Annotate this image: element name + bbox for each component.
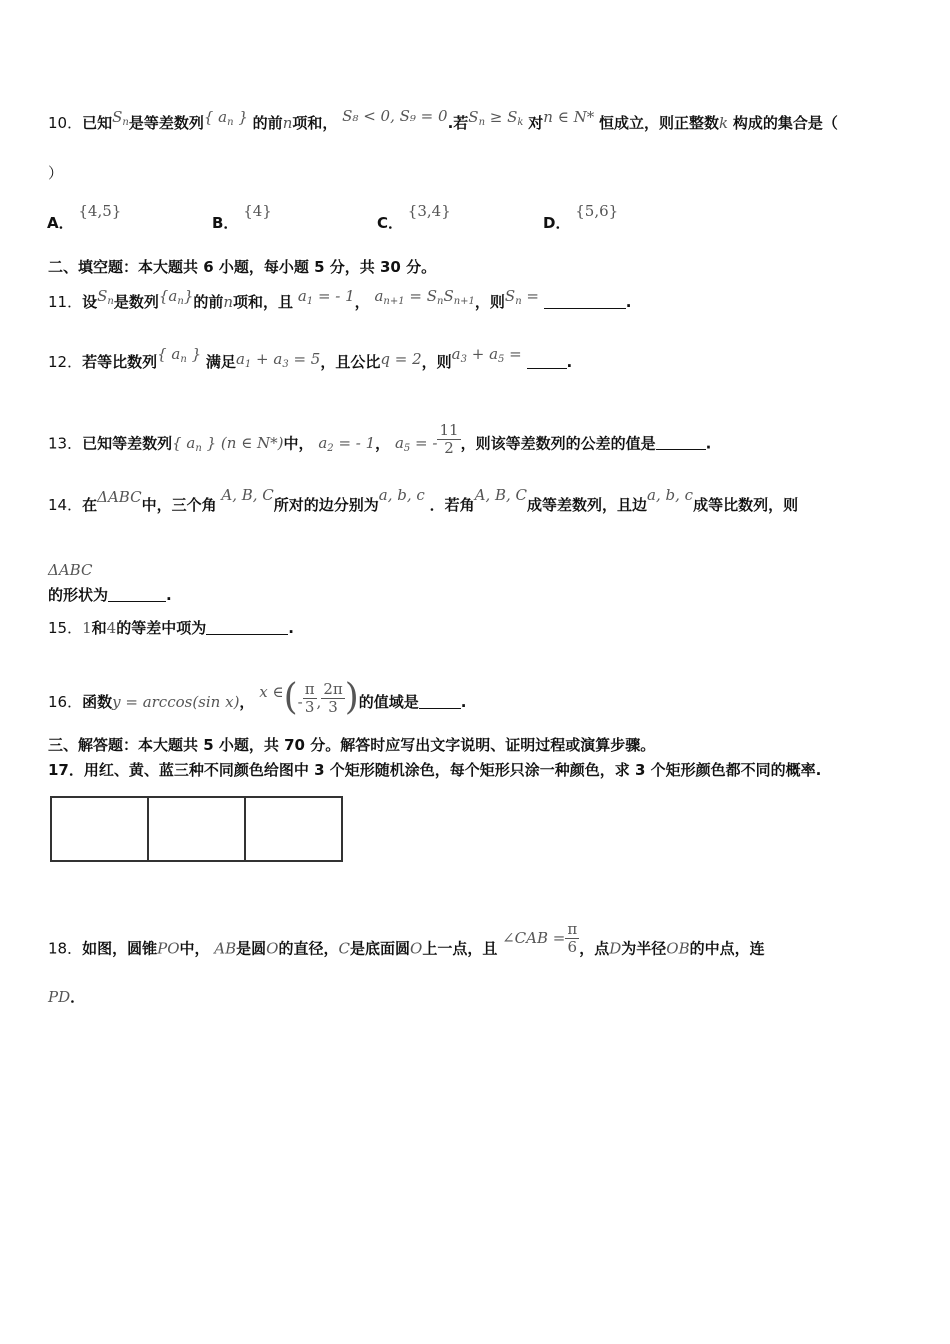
condition-formula: S₈ < 0, S₉ = 0 (342, 107, 448, 125)
question-13: 13．已知等差数列{ $a_n$ } (n ∈ N*)中， $a_2$ = - 1， $a_5$ = - $\frac{11}{2}$ ，则该等差数列的公差的值是 . (48, 421, 712, 458)
close-paren: ） (48, 164, 64, 182)
question-11: 11．设$S_n$是数列$\{a_n\}$的前n项和，且 $a_1$ = - 1， $a_{n+1} = S_nS_{n+1}$，则$S_n$ = . (48, 287, 632, 311)
option-a[interactable]: A． {4,5} (47, 202, 122, 232)
question-14: 14．在ΔABC中，三个角 A, B, C所对的边分别为a, b, c ．若角A, B, C成等差数列，且边a, b, c成等比数列，则 (48, 486, 799, 514)
rectangle (246, 796, 343, 862)
question-18: 18．如图，圆锥PO中， AB是圆O的直径，C是底面圆O上一点，且 ∠CAB = $\frac{\pi}{6}$ ，点D为半径OB的中点，连 (48, 920, 765, 958)
section-3-heading: 三、解答题：本大题共 5 小题，共 70 分。解答时应写出文字说明、证明过程或演算步骤。 (48, 736, 656, 754)
section-2-heading: 二、填空题：本大题共 6 小题，每小题 5 分，共 30 分。 (48, 258, 437, 276)
rectangle (149, 796, 246, 862)
question-15: 15．1和4的等差中项为 . (48, 619, 294, 637)
question-16: 16．函数y = arccos(sin x)， x ∈(- $\frac{\pi}{3}$ , $\frac{2\pi}{3}$ )的值域是 . (48, 677, 467, 718)
answer-blank[interactable] (527, 368, 567, 369)
answer-blank[interactable] (419, 708, 461, 709)
three-rectangles-figure (50, 796, 343, 862)
question-14-cont: ΔABC 的形状为 . (48, 561, 172, 604)
answer-blank[interactable] (108, 601, 166, 602)
rectangle (50, 796, 149, 862)
question-10: 10．已知$S_n$是等差数列{ $a_n$ } 的前n项和， S₈ < 0, S₉ = 0.若$S_n \ge S_k$ 对n ∈ N* 恒成立，则正整数k 构成的集合是（ (48, 107, 838, 132)
question-18-cont: PD． (48, 988, 86, 1006)
option-c[interactable]: C． {3,4} (377, 202, 451, 232)
question-17: 17．用红、黄、蓝三种不同颜色给图中 3 个矩形随机涂色，每个矩形只涂一种颜色，求 3 个矩形颜色都不同的概率. (48, 761, 822, 779)
option-d[interactable]: D． {5,6} (543, 202, 619, 232)
answer-blank[interactable] (544, 308, 626, 309)
option-b[interactable]: B． {4} (212, 202, 272, 232)
answer-blank[interactable] (656, 449, 706, 450)
question-12: 12．若等比数列{ $a_n$ } 满足$a_1 + a_3 = 5$，且公比q = 2，则$a_3 + a_5$ = . (48, 345, 573, 371)
answer-blank[interactable] (206, 634, 288, 635)
question-number: 10． (48, 114, 83, 132)
